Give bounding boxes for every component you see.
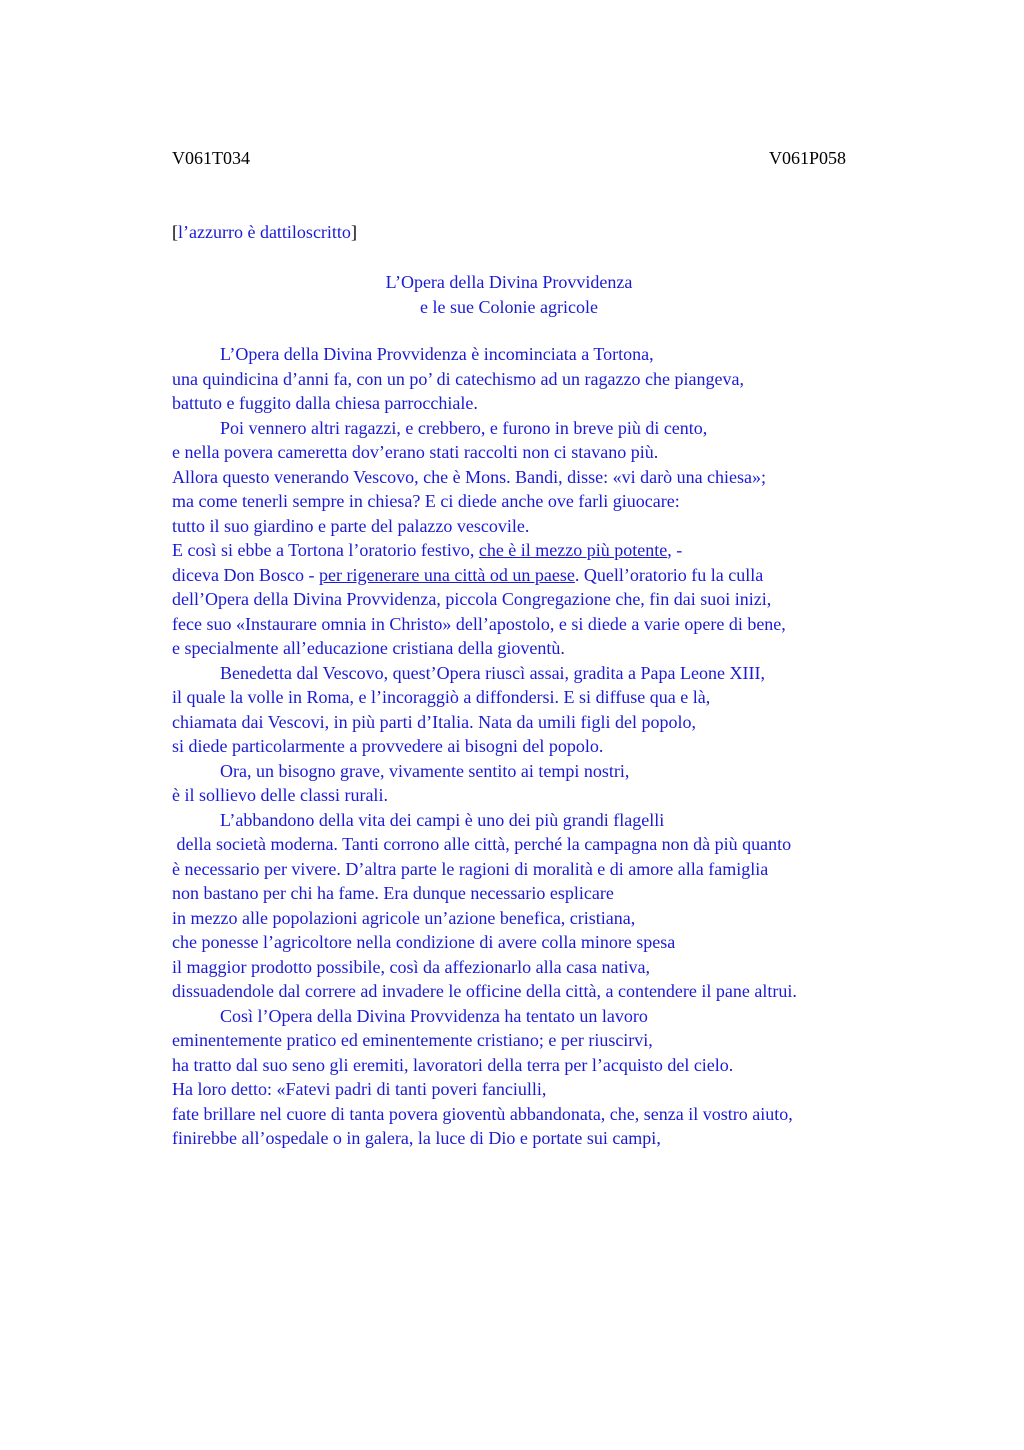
body-line: e nella povera cameretta dov’erano stati raccolti non ci stavano più.	[172, 442, 659, 462]
document-title	[172, 270, 846, 319]
body-line	[172, 563, 932, 588]
body-line: Così l’Opera della Divina Provvidenza ha tentato un lavoro	[220, 1005, 648, 1026]
body-line: ma come tenerli sempre in chiesa? E ci diede anche ove farli giuocare:	[172, 491, 680, 511]
editorial-note	[172, 222, 357, 243]
body-line: e specialmente all’educazione cristiana della gioventù.	[172, 638, 565, 658]
body-line: una quindicina d’anni fa, con un po’ di catechismo ad un ragazzo che piangeva,	[172, 368, 744, 389]
body-line: è necessario per vivere. D’altra parte le ragioni di moralità e di amore alla famiglia	[172, 858, 769, 879]
page-code-right: V061P058	[768, 148, 846, 168]
body-line: Poi vennero altri ragazzi, e crebbero, e furono in breve più di cento,	[220, 417, 708, 438]
title-line-1: L’Opera della Divina Provvidenza	[385, 272, 633, 292]
body-line: Allora questo venerando Vescovo, che è Mons. Bandi, disse: «vi darò una chiesa»;	[172, 466, 767, 487]
document-header	[172, 148, 846, 169]
body-line: è il sollievo delle classi rurali.	[172, 785, 388, 805]
note-bracket-open: [	[172, 222, 178, 242]
body-line: L’abbandono della vita dei campi è uno dei più grandi flagelli	[220, 809, 665, 830]
body-line: Benedetta dal Vescovo, quest’Opera riuscì assai, gradita a Papa Leone XIII,	[220, 662, 765, 683]
body-line: dissuadendole dal correre ad invadere le officine della città, a contendere il pane altrui.	[172, 981, 797, 1001]
body-line: si diede particolarmente a provvedere ai bisogni del popolo.	[172, 736, 604, 756]
body-line: non bastano per chi ha fame. Era dunque necessario esplicare	[172, 883, 614, 903]
body-line: in mezzo alle popolazioni agricole un’azione benefica, cristiana,	[172, 907, 636, 928]
document-body	[172, 342, 932, 1151]
body-line: della società moderna. Tanti corrono alle città, perché la campagna non dà più quanto	[172, 834, 792, 854]
body-line: eminentemente pratico ed eminentemente cristiano; e per riuscirvi,	[172, 1030, 653, 1050]
body-line: che ponesse l’agricoltore nella condizione di avere colla minore spesa	[172, 932, 676, 952]
title-line-2: e le sue Colonie agricole	[420, 296, 598, 317]
body-line: ha tratto dal suo seno gli eremiti, lavoratori della terra per l’acquisto del cielo.	[172, 1054, 734, 1075]
note-bracket-close: ]	[350, 222, 357, 242]
body-text-segment: , -	[667, 540, 683, 560]
body-line: Ora, un bisogno grave, vivamente sentito ai tempi nostri,	[220, 760, 630, 781]
document-code-left: V061T034	[172, 148, 250, 168]
body-line: fece suo «Instaurare omnia in Christo» dell’apostolo, e si diede a varie opere di bene,	[172, 613, 786, 634]
underlined-phrase: per rigenerare una città od un paese	[318, 564, 575, 585]
body-line: dell’Opera della Divina Provvidenza, piccola Congregazione che, fin dai suoi inizi,	[172, 589, 772, 609]
note-text: l’azzurro è dattiloscritto	[178, 222, 351, 242]
body-line: finirebbe all’ospedale o in galera, la luce di Dio e portate sui campi,	[172, 1128, 661, 1148]
body-line: Ha loro detto: «Fatevi padri di tanti poveri fanciulli,	[172, 1079, 547, 1099]
body-line: battuto e fuggito dalla chiesa parrocchiale.	[172, 393, 478, 413]
body-line	[172, 538, 932, 563]
body-line: chiamata dai Vescovi, in più parti d’Italia. Nata da umili figli del popolo,	[172, 711, 697, 732]
underlined-phrase: che è il mezzo più potente	[478, 540, 668, 560]
body-text-segment: . Quell’oratorio fu la culla	[574, 564, 764, 585]
body-line: il quale la volle in Roma, e l’incoraggiò a diffondersi. E si diffuse qua e là,	[172, 687, 711, 707]
body-line: tutto il suo giardino e parte del palazzo vescovile.	[172, 515, 530, 536]
body-text-segment: E così si ebbe a Tortona l’oratorio festivo,	[172, 540, 479, 560]
body-line: fate brillare nel cuore di tanta povera gioventù abbandonata, che, senza il vostro aiuto,	[172, 1103, 793, 1124]
body-line: L’Opera della Divina Provvidenza è incominciata a Tortona,	[220, 344, 654, 364]
body-line: il maggior prodotto possibile, così da affezionarlo alla casa nativa,	[172, 956, 651, 977]
body-text-segment: diceva Don Bosco -	[172, 564, 319, 585]
